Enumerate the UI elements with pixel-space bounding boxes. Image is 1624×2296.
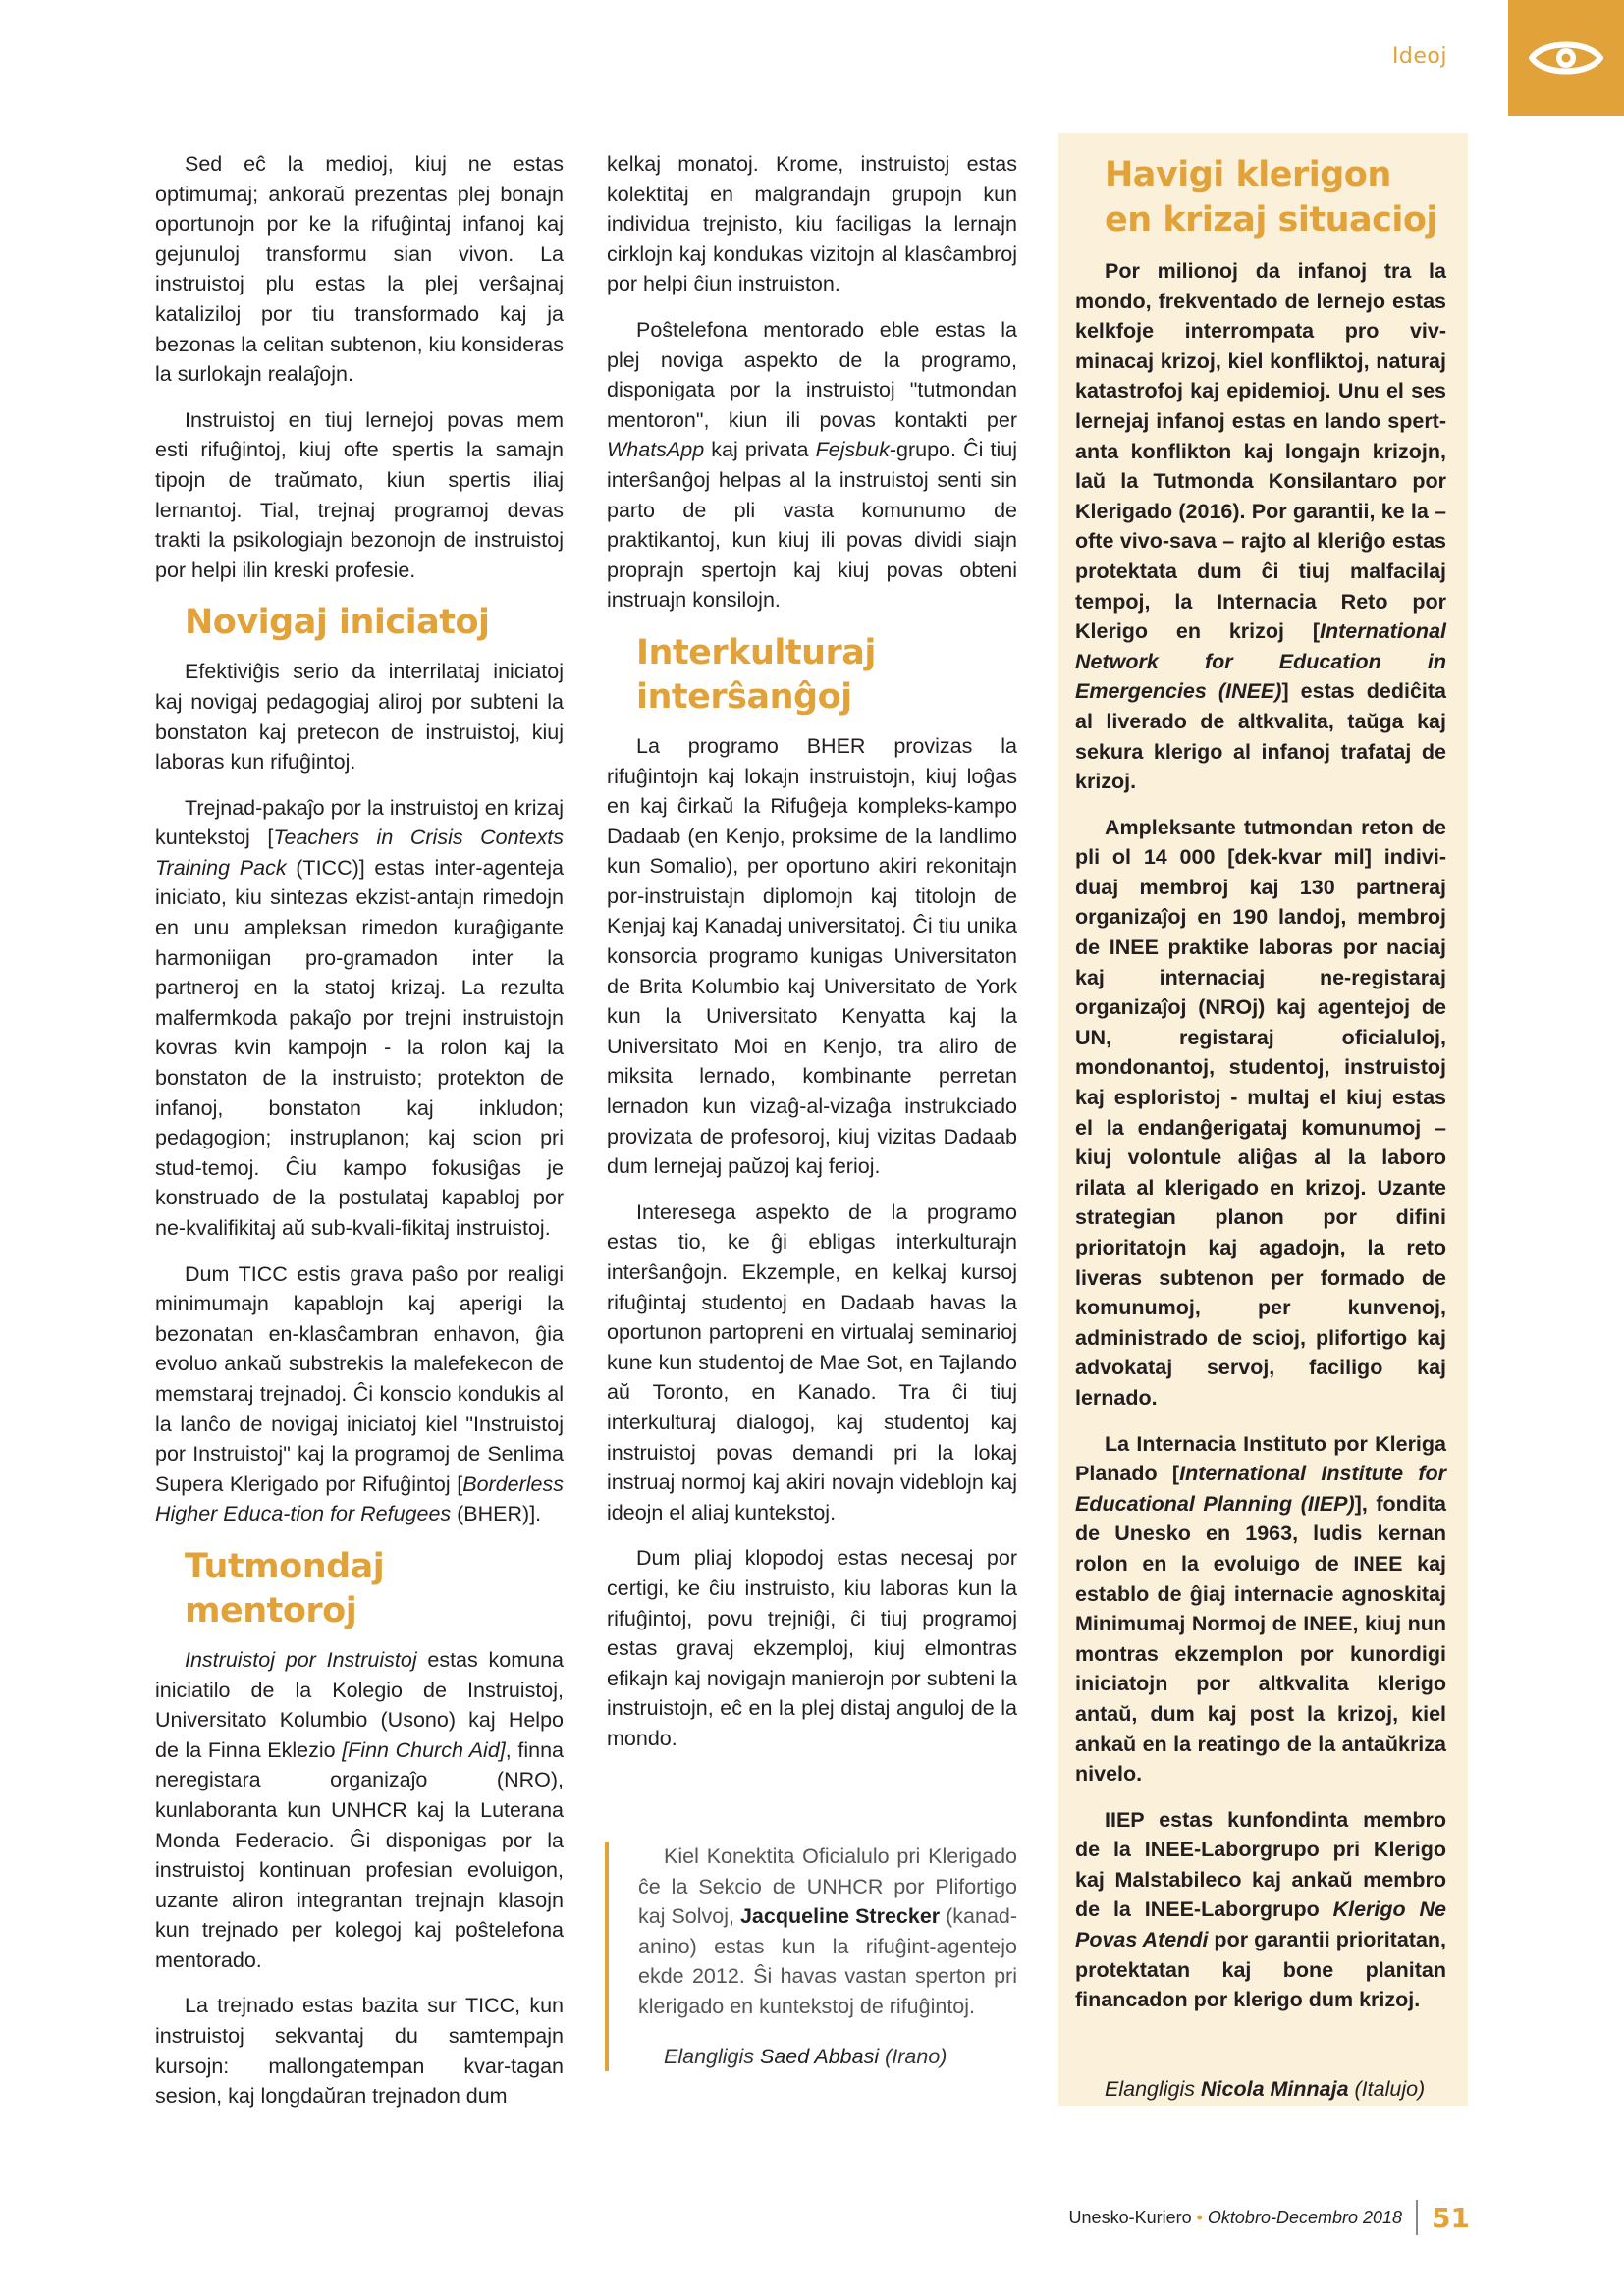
column-middle <box>607 149 1017 1770</box>
separator-dot: • <box>1196 2207 1203 2227</box>
paragraph: Interesega aspekto de la programo estas tio, ke ĝi ebligas interkulturajn interŝanĝojn. Ekzemple, en kelkaj kursoj rifuĝintaj studentoj en Dadaab havas la oportunon partopreni en virtualaj seminarioj kune kun studentoj de Mae Sot, en Tajlando aŭ Toronto, en Kanado. Tra ĉi tiuj interkulturaj dialogoj, kaj studentoj kaj instruistoj povas demandi pri la lokaj instruaj normoj kaj akiri novajn videblojn kaj ideojn el aliaj kuntekstoj. <box>607 1200 1017 1524</box>
magazine-name: Unesko-Kuriero <box>1068 2207 1192 2227</box>
heading-novigaj-iniciatoj: Novigaj iniciatoj <box>185 603 490 643</box>
paragraph: Sed eĉ la medioj, kiuj ne estas optimumaj; ankoraŭ prezentas plej bonajn oportunojn por ke la rifuĝintaj infanoj kaj gejunuloj transformu sian vivon. La instruistoj plu estas la plej verŝajnaj kataliziloj por tiu transformado kaj ja bezonas la celitan subtenon, kiu konsideras la surlokajn realaĵojn. <box>155 152 564 387</box>
paragraph-bher: Dum TICC estis grava paŝo por realigi minimumajn kapablojn kaj aperigi la bezonatan en-klasĉambran enhavon, ĝia evoluo ankaŭ substrekis la malefekecon de memstaraj trejnadoj. Ĉi konscio kondukis al la lanĉo de novigaj iniciatoj kiel "Instruistoj por Instruistoj" kaj la programoj de Senlima Supera Klerigado por Rifuĝintoj [Borderless Higher Educa-tion for Refugees (BHER)]. <box>155 1261 564 1526</box>
paragraph: La trejnado estas bazita sur TICC, kun instruistoj sekvantaj du samtempajn kursojn: mallongatempan kvar-tagan sesion, kaj longdaŭran trejnadon dum <box>155 1994 564 2109</box>
page-footer <box>1069 2200 1470 2235</box>
heading-interkulturaj-intersangoj: Interkulturaj interŝanĝoj <box>636 632 876 717</box>
paragraph: Dum pliaj klopodoj estas necesaj por certigi, ke ĉiu instruisto, kiu laboras kun la rifuĝintoj, povu trejniĝi, ĉi tiuj programoj estas gravaj ekzemploj, kiuj elmontras efikajn kaj novigajn manierojn por subteni la instruistojn, eĉ en la plej distaj anguloj de la mondo. <box>607 1546 1017 1750</box>
author-bio-quote <box>605 1842 1017 2071</box>
sidebar-paragraph: Por milionoj da infanoj tra la mondo, frekventado de lernejo estas kelkfoje interrompata pro viv-minacaj krizoj, kiel konfliktoj, naturaj katastrofoj kaj epidemioj. Unu el ses lernejaj infanoj estas en lando spert-anta konflikton kaj longajn krizojn, laŭ la Tutmonda Konsilantaro por Klerigado (2016). Por garantii, ke la – ofte vivo-sava – rajto al kleriĝo estas protektata dum ĉi tiuj malfacilaj tempoj, la Internacia Reto por Klerigo en krizoj [International Network for Education in Emergencies (INEE)] estas dediĉita al liverado de altkvalita, taŭga kaj sekura klerigo al infanoj trafataj de krizoj. <box>1075 259 1446 794</box>
issue-date: Oktobro-Decembro 2018 <box>1207 2207 1403 2227</box>
translator-credit: Elangligis Saed Abbasi (Irano) <box>664 2044 947 2068</box>
footer-divider <box>1416 2200 1418 2235</box>
author-bio: Kiel Konektita Oficialulo pri Klerigado ĉe la Sekcio de UNHCR por Plifortigo kaj Solvoj, Jacqueline Strecker (kanad-anino) estas kun la rifuĝint-agentejo ekde 2012. Ŝi havas vastan sperton pri klerigado en kuntekstoj de rifuĝintoj. <box>638 1844 1018 2018</box>
sidebar-paragraph: La Internacia Instituto por Kleriga Planado [International Institute for Educational Planning (IIEP)], fondita de Unesko en 1963, ludis kernan rolon en la evoluigo de INEE kaj establo de ĝiaj internacie agnoskitaj Minimumaj Normoj de INEE, kiuj nun montras ekzemplon por kunordigi iniciatojn por altkvalita klerigo antaŭ, dum kaj post la krizoj, kiel ankaŭ en la reatingo de la antaŭkriza nivelo. <box>1075 1431 1446 1787</box>
paragraph-ticc: Trejnad-pakaĵo por la instruistoj en krizaj kuntekstoj [Teachers in Crisis Contexts Training Pack (TICC)] estas inter-agenteja iniciato, kiu sintezas ekzist-antajn rimedojn en unu ampleksan rimedon kuraĝigante harmoniigan pro-gramadon inter la partneroj en la statoj krizaj. La rezulta malfermkoda pakaĵo por trejni instruistojn kovras kvin kampojn - la rolon kaj la bonstaton de la instruisto; protekton de infanoj, bonstaton kaj inkludon; pedagogion; instruplanon; kaj scion pri stud-temoj. Ĉiu kampo fokusiĝas je konstruado de la postulataj kapabloj por ne-kvalifikitaj aŭ sub-kvali-fikitaj instruistoj. <box>155 795 565 1240</box>
paragraph: Instruistoj por Instruistoj estas komuna iniciatilo de la Kolegio de Instruistoj, Universitato Kolumbio (Usono) kaj Helpo de la Finna Eklezio [Finn Church Aid], finna neregistara organizaĵo (NRO), kunlaboranta kun UNHCR kaj la Luterana Monda Federacio. Ĝi disponigas por la instruistoj kontinuan profesian evoluigon, uzante aliron integrantan trejnajn klasojn kun trejnado per kolegoj kaj poŝtelefona mentorado. <box>155 1647 565 1972</box>
paragraph: Efektiviĝis serio da interrilataj iniciatoj kaj novigaj pedagogiaj aliroj por subteni la bonstaton kaj pretecon de instruistoj, kiuj laboras kun rifuĝintoj. <box>155 660 564 774</box>
column-left <box>155 149 564 2127</box>
sidebar-paragraph: IIEP estas kunfondinta membro de la INEE-Laborgrupo pri Klerigo kaj Malstabileco kaj ankaŭ membro de la INEE-Laborgrupo Klerigo Ne Povas Atendi por garantii prioritatan, protektatan kaj bone planitan financadon por klerigo dum krizoj. <box>1075 1807 1447 2012</box>
paragraph: La programo BHER provizas la rifuĝintojn kaj lokajn instruistojn, kiuj loĝas en kaj ĉirkaŭ la Rifuĝeja kompleks-kampo Dadaab (en Kenjo, proksime de la landlimo kun Somalio), per oportuno akiri rekonitajn por-instruistajn diplomojn kaj titolojn de Kenjaj kaj Kanadaj universitatoj. Ĉi tiu unika konsorcia programo kunigas Universitaton de Brita Kolumbio kaj Universitato de York kun la Universitato Kenyatta kaj la Universitato Moi en Kenjo, tra aliro de miksita lernado, kombinante perretan lernadon kun vizaĝ-al-vizaĝa instrukciado provizata de profesoroj, kiuj vizitas Dadaab dum lernejaj paŭzoj kaj ferioj. <box>607 733 1017 1179</box>
section-label: Ideoj <box>1391 44 1447 69</box>
section-icon-box <box>1508 0 1624 116</box>
eye-icon <box>1529 36 1603 80</box>
sidebar-box <box>1058 133 1468 2106</box>
paragraph: Poŝtelefona mentorado eble estas la plej noviga aspekto de la programo, disponigata por la instruistoj "tutmondan mentoron", kiun ili povas kontakti per WhatsApp kaj privata Fejsbuk-grupo. Ĉi tiuj interŝanĝoj helpas al la instruistoj senti sin parto de pli vasta komunumo de praktikantoj, kun kiuj ili povas dividi siajn proprajn spertojn kaj kiuj povas obteni instruajn konsilojn. <box>607 317 1018 613</box>
sidebar-paragraph: Ampleksante tutmondan reton de pli ol 14 000 [dek-kvar mil] indivi-duaj membroj kaj 130 partneraj organizaĵoj en 190 landoj, membroj de INEE praktike laboras por naciaj kaj internaciaj ne-registaraj organizaĵoj (NROj) kaj agentejoj de UN, registaraj oficialuloj, mondonantoj, studentoj, instruistoj kaj esploristoj - multaj el kiuj estas el la endanĝerigataj komunumoj – kiuj volontule aliĝas al la laboro rilata al klerigado en krizoj. Uzante strategian planon por difini prioritatojn kaj agadojn, la reto liveras subtenon per formado de komunumoj, per kunvenoj, administrado de scioj, plifortigo kaj advokataj servoj, faciligo kaj lernado. <box>1075 815 1446 1410</box>
author-name: Jacqueline Strecker <box>739 1904 941 1929</box>
heading-tutmondaj-mentoroj: Tutmondaj mentoroj <box>185 1546 385 1630</box>
sidebar-title: Havigi klerigon en krizaj situacioj <box>1105 155 1437 240</box>
translator-credit: Elangligis Nicola Minnaja (Italujo) <box>1105 2076 1426 2101</box>
paragraph: Instruistoj en tiuj lernejoj povas mem esti rifuĝintoj, kiuj ofte spertis la samajn tipojn de traŭmato, kiun spertis iliaj lernantoj. Tial, trejnaj programoj devas trakti la psikologiajn bezonojn de instruistoj por helpi ilin kreski profesie. <box>155 407 564 582</box>
page-number: 51 <box>1432 2201 1470 2234</box>
paragraph: kelkaj monatoj. Krome, instruistoj estas kolektitaj en malgrandajn grupojn kun individua trejnisto, kiu faciligas la lernajn cirklojn kaj kondukas vizitojn al klasĉambroj por helpi ĉiun instruiston. <box>607 152 1017 296</box>
